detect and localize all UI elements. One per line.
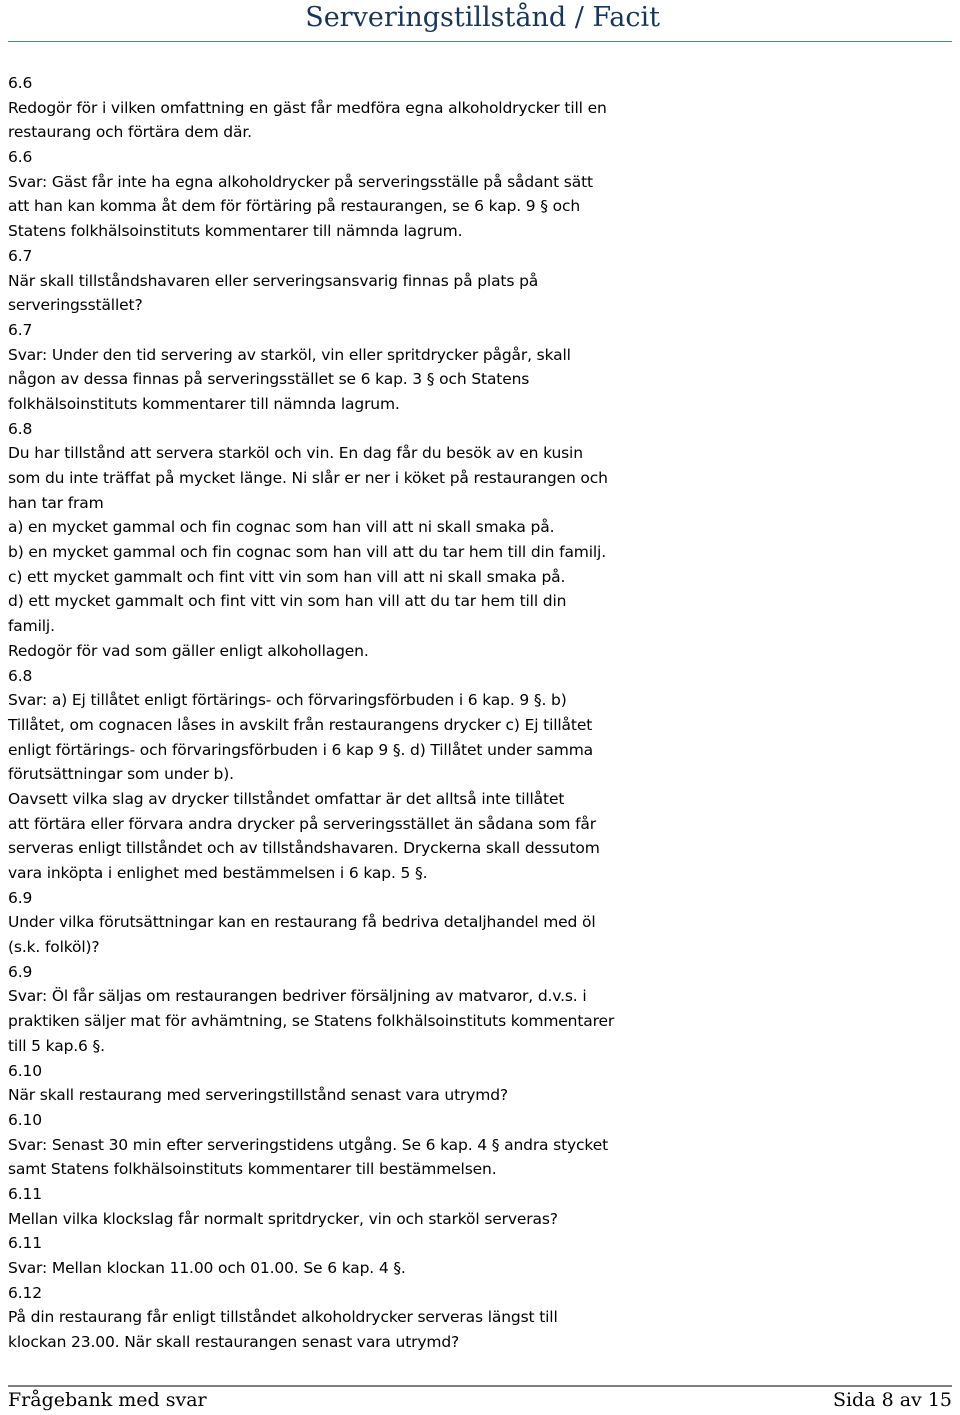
body-text-line: klockan 23.00. När skall restaurangen senast vara utrymd? [8,1333,460,1352]
body-text-line: 6.6 [8,74,33,92]
body-text-line: Svar: Mellan klockan 11.00 och 01.00. Se 6 kap. 4 §. [8,1259,406,1277]
body-text-line: Tillåtet, om cognacen låses in avskilt från restaurangens drycker c) Ej tillåtet [8,715,593,734]
body-text-line: 6.6 [8,148,33,167]
body-text-line: som du inte träffat på mycket länge. Ni slår er ner i köket på restaurangen och [8,469,608,487]
body-text-line: någon av dessa finnas på serveringsstället se 6 kap. 3 § och Statens [8,370,530,389]
body-text-line: att han kan komma åt dem för förtäring på restaurangen, se 6 kap. 9 § och [8,197,581,216]
header-divider [8,41,952,42]
body-text-line: Under vilka förutsättningar kan en restaurang få bedriva detaljhandel med öl [8,913,596,932]
body-text-line: Du har tillstånd att servera starköl och vin. En dag får du besök av en kusin [8,444,583,463]
body-text-line: På din restaurang får enligt tillståndet alkoholdrycker serveras längst till [8,1308,558,1327]
body-text-line: folkhälsoinstituts kommentarer till nämnda lagrum. [8,394,400,413]
body-text-line: 6.10 [8,1061,42,1080]
body-text-line: (s.k. folköl)? [8,938,100,957]
body-text-line: 6.8 [8,666,33,685]
body-text-line: När skall restaurang med serveringstillstånd senast vara utrymd? [8,1086,508,1105]
body-text-line: till 5 kap.6 §. [8,1036,105,1055]
body-text-line: När skall tillståndshavaren eller serveringsansvarig finnas på plats på [8,271,539,290]
footer-document-title: Frågebank med svar [8,1389,207,1411]
body-text-line: 6.7 [8,246,33,265]
body-text-line: 6.10 [8,1110,42,1129]
body-text-line: Svar: Öl får säljas om restaurangen bedriver försäljning av matvaror, d.v.s. i [8,987,587,1006]
body-text-line: 6.11 [8,1234,42,1253]
footer-page-number: Sida 8 av 15 [832,1389,952,1411]
body-text-line: Svar: Under den tid servering av starköl, vin eller spritdrycker pågår, skall [8,345,571,364]
body-text-line: praktiken säljer mat för avhämtning, se Statens folkhälsoinstituts kommentarer [8,1012,615,1031]
body-text-line: Redogör för i vilken omfattning en gäst får medföra egna alkoholdrycker till en [8,98,607,117]
body-text-line: c) ett mycket gammalt och fint vitt vin som han vill att ni skall smaka på. [8,567,566,586]
footer-divider [8,1385,952,1387]
body-text-line: Redogör för vad som gäller enligt alkohollagen. [8,641,369,660]
body-text-line: serveras enligt tillståndet och av tillståndshavaren. Dryckerna skall dessutom [8,839,600,858]
body-text-line: han tar fram [8,493,104,512]
body-text-line: Svar: Gäst får inte ha egna alkoholdrycker på serveringsställe på sådant sätt [8,172,593,191]
body-text-line: 6.12 [8,1283,42,1302]
body-text-line: Mellan vilka klockslag får normalt spritdrycker, vin och starköl serveras? [8,1209,558,1228]
body-text-line: enligt förtärings- och förvaringsförbuden i 6 kap 9 §. d) Tillåtet under samma [8,740,594,759]
body-text-line: 6.8 [8,419,33,438]
body-text-line: 6.9 [8,888,33,907]
body-text-line: a) en mycket gammal och fin cognac som han vill att ni skall smaka på. [8,518,555,537]
body-text-line: 6.7 [8,320,33,339]
body-text-line: d) ett mycket gammalt och fint vitt vin som han vill att du tar hem till din [8,592,567,611]
document-body [8,71,948,1355]
body-text-line: förutsättningar som under b). [8,765,234,784]
body-text-line: att förtära eller förvara andra drycker på serveringsstället än sådana som får [8,814,596,833]
page-header-title: Serveringstillstånd / Facit [305,2,660,33]
body-text-line: vara inköpta i enlighet med bestämmelsen i 6 kap. 5 §. [8,864,428,882]
body-text-line: Statens folkhälsoinstituts kommentarer till nämnda lagrum. [8,222,463,241]
body-text-line: serveringsstället? [8,296,143,315]
body-text-line: 6.9 [8,962,33,981]
body-text-line: familj. [8,617,55,636]
body-text-line: samt Statens folkhälsoinstituts kommentarer till bestämmelsen. [8,1160,497,1179]
body-text-line: Oavsett vilka slag av drycker tillståndet omfattar är det alltså inte tillåtet [8,789,565,808]
body-text-line: restaurang och förtära dem där. [8,123,252,142]
body-text-line: b) en mycket gammal och fin cognac som han vill att du tar hem till din familj. [8,543,606,562]
body-text-line: Svar: Senast 30 min efter serveringstidens utgång. Se 6 kap. 4 § andra stycket [8,1135,609,1154]
body-text-line: Svar: a) Ej tillåtet enligt förtärings- och förvaringsförbuden i 6 kap. 9 §. b) [8,691,567,710]
body-text-line: 6.11 [8,1184,42,1203]
